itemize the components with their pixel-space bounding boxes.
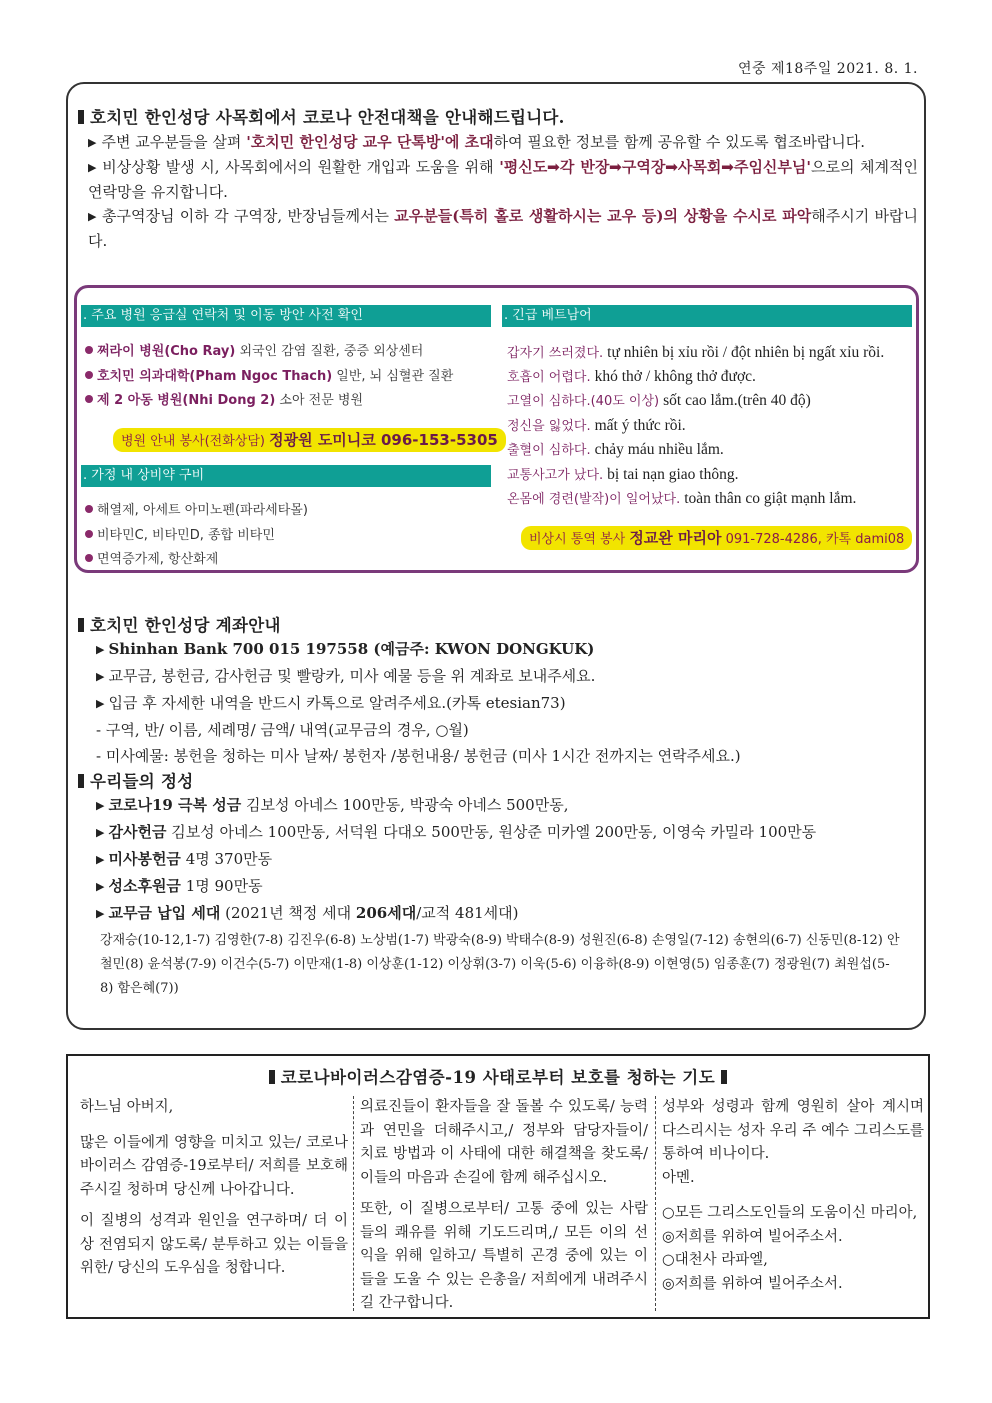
account-line: ▶ 입금 후 자세한 내역을 반드시 카톡으로 알려주세요.(카톡 etesian73)	[96, 694, 566, 712]
notice-item-1: ▶ 주변 교우분들을 살펴 '호치민 한인성당 교우 단톡방'에 초대하여 필요한 정보를 함께 공유할 수 있도록 협조바랍니다.	[88, 133, 866, 151]
offering-row: ▶ 코로나19 극복 성금 김보성 아네스 100만동, 박광숙 아네스 500만동,	[96, 796, 569, 814]
meds-item: 비타민C, 비타민D, 종합 비타민	[85, 524, 275, 543]
prayer-column-3: 성부와 성령과 함께 영원히 살아 계시며 다스리시는 성자 우리 주 예수 그리스도를 통하여 비나이다. 아멘. ○모든 그리스도인들의 도움이신 마리아, ◎저희를 위하여 빌어주소서. ○대천사 라파엘, ◎저희를 위하여 빌어주소서.	[662, 1099, 924, 1292]
triangle-bullet-icon: ▶	[96, 853, 105, 866]
account-line: - 구역, 반/ 이름, 세례명/ 금액/ 내역(교무금의 경우, ○월)	[96, 721, 469, 739]
triangle-bullet-icon: ▶	[88, 210, 98, 223]
contributor-names: 강재승(10-12,1-7) 김영한(7-8) 김진우(6-8) 노상범(1-7) 박광숙(8-9) 박태수(8-9) 성원진(6-8) 손영일(7-12) 송현의(6-7) 신동민(8-12) 안철민(8) 윤석봉(7-9) 이건수(5-7) 이만재(1-8) 이상훈(1-12) 이상휘(3-7) 이욱(5-6) 이융하(8-9) 이현영(5) 임종훈(7) 정광원(7) 최원섭(5-8) 함은혜(7))	[100, 933, 900, 996]
column-divider	[353, 1096, 354, 1311]
phrase-row: 교통사고가 났다. bị tai nạn giao thông.	[507, 466, 739, 483]
triangle-bullet-icon: ▶	[96, 643, 105, 656]
vietnamese-header: . 긴급 베트남어	[502, 305, 912, 327]
triangle-bullet-icon: ▶	[96, 670, 105, 683]
column-divider	[655, 1096, 656, 1311]
interpreter-contact-badge: 비상시 통역 봉사 정교완 마리아 091-728-4286, 카톡 dami08	[521, 526, 912, 550]
safety-notice-title: 호치민 한인성당 사목회에서 코로나 안전대책을 안내해드립니다.	[78, 104, 918, 128]
square-bullet-icon	[78, 618, 84, 632]
triangle-bullet-icon: ▶	[96, 697, 105, 710]
bullet-dot-icon	[85, 346, 93, 354]
main-content-box	[66, 82, 926, 1030]
bullet-dot-icon	[85, 505, 93, 513]
prayer-column-1: 하느님 아버지, 많은 이들에게 영향을 미치고 있는/ 코로나 바이러스 감염증-19로부터/ 저희를 보호해주시길 청하며 당신께 나아갑니다. 이 질병의 성격과 원인을 연구하며/ 더 이상 전염되지 않도록/ 분투하고 있는 이들을 위한/ 당신의 도우심을 청합니다.	[80, 1099, 348, 1276]
hospital-item: 호치민 의과대학(Pham Ngoc Thach) 일반, 뇌 심혈관 질환	[85, 365, 453, 384]
hospital-item: 제 2 아동 병원(Nhi Dong 2) 소아 전문 병원	[85, 389, 363, 408]
triangle-bullet-icon: ▶	[88, 161, 98, 174]
bullet-dot-icon	[85, 554, 93, 562]
page-date: 연중 제18주일 2021. 8. 1.	[737, 61, 918, 77]
bank-account-line: ▶ Shinhan Bank 700 015 197558 (예금주: KWON DONGKUK)	[96, 640, 595, 658]
offering-row: ▶ 미사봉헌금 4명 370만동	[96, 850, 273, 868]
account-line: - 미사예물: 봉헌을 청하는 미사 날짜/ 봉헌자 /봉헌내용/ 봉헌금 (미사 1시간 전까지는 연락주세요.)	[96, 747, 741, 765]
bullet-dot-icon	[85, 371, 93, 379]
safety-notice-section	[78, 104, 918, 253]
hospital-item: 쩌라이 병원(Cho Ray) 외국인 감염 질환, 중증 외상센터	[85, 340, 423, 359]
square-bullet-icon	[78, 774, 84, 788]
meds-item: 면역증가제, 항산화제	[85, 548, 218, 567]
bullet-dot-icon	[85, 530, 93, 538]
phrase-row: 정신을 잃었다. mất ý thức rồi.	[507, 417, 686, 434]
phrase-row: 고열이 심하다.(40도 이상) sốt cao lắm.(trên 40 độ)	[507, 392, 811, 409]
square-bullet-icon	[269, 1070, 275, 1084]
notice-item-3: ▶ 총구역장님 이하 각 구역장, 반장님들께서는 교우분들(특히 홀로 생활하시는 교우 등)의 상황을 수시로 파악해주시기 바랍니다.	[88, 207, 918, 250]
phrase-row: 출혈이 심하다. chảy máu nhiều lắm.	[507, 441, 724, 458]
emergency-info-box	[74, 285, 919, 573]
meds-item: 해열제, 아세트 아미노펜(파라세타몰)	[85, 499, 308, 518]
meds-header: . 가정 내 상비약 구비	[81, 465, 491, 487]
square-bullet-icon	[721, 1070, 727, 1084]
account-line: ▶ 교무금, 봉헌금, 감사헌금 및 빨랑카, 미사 예물 등을 위 계좌로 보내주세요.	[96, 667, 596, 685]
prayer-column-2: 의료진들이 환자들을 잘 돌볼 수 있도록/ 능력과 연민을 더해주시고,/ 정부와 담당자들이/ 치료 방법과 이 사태에 대한 해결책을 찾도록/ 이들의 마음과 손길에 함께 해주십시오. 또한, 이 질병으로부터/ 고통 중에 있는 사람들의 쾌유를 위해 기도드리며,/ 모든 이의 선익을 위해 일하고/ 특별히 곤경 중에 있는 이들을 도울 수 있는 은총을/ 저희에게 내려주시길 간구합니다.	[360, 1099, 648, 1311]
triangle-bullet-icon: ▶	[96, 907, 105, 920]
hospital-header: . 주요 병원 응급실 연락처 및 이동 방안 사전 확인	[81, 305, 491, 327]
prayer-box	[66, 1054, 930, 1319]
square-bullet-icon	[78, 110, 84, 124]
offering-row: ▶ 성소후원금 1명 90만동	[96, 877, 263, 895]
offering-section	[78, 768, 918, 1001]
bullet-dot-icon	[85, 395, 93, 403]
offering-title: 우리들의 정성	[78, 768, 918, 792]
phrase-row: 갑자기 쓰러졌다. tự nhiên bị xỉu rồi / đột nhiên bị ngất xỉu rồi.	[507, 344, 885, 361]
phrase-row: 호흡이 어렵다. khó thở / không thở được.	[507, 368, 756, 385]
account-section	[78, 612, 918, 769]
offering-row: ▶ 교무금 납입 세대 (2021년 책정 세대 206세대/교적 481세대)	[96, 904, 519, 922]
triangle-bullet-icon: ▶	[96, 826, 105, 839]
triangle-bullet-icon: ▶	[88, 136, 97, 149]
phrase-row: 온몸에 경련(발작)이 일어났다. toàn thân co giật mạnh lắm.	[507, 490, 857, 507]
triangle-bullet-icon: ▶	[96, 799, 105, 812]
account-title: 호치민 한인성당 계좌안내	[78, 612, 918, 636]
offering-row: ▶ 감사헌금 김보성 아네스 100만동, 서덕원 다대오 500만동, 원상준 미카엘 200만동, 이영숙 카밀라 100만동	[96, 823, 817, 841]
hospital-contact-badge: 병원 안내 봉사(전화상담) 정광원 도미니코 096-153-5305	[113, 428, 506, 452]
triangle-bullet-icon: ▶	[96, 880, 105, 893]
prayer-title: 코로나바이러스감염증-19 사태로부터 보호를 청하는 기도	[68, 1064, 928, 1088]
notice-item-2: ▶ 비상상황 발생 시, 사목회에서의 원활한 개입과 도움을 위해 '평신도➟각 반장➟구역장➟사목회➟주임신부님'으로의 체계적인 연락망을 유지합니다.	[88, 158, 918, 201]
